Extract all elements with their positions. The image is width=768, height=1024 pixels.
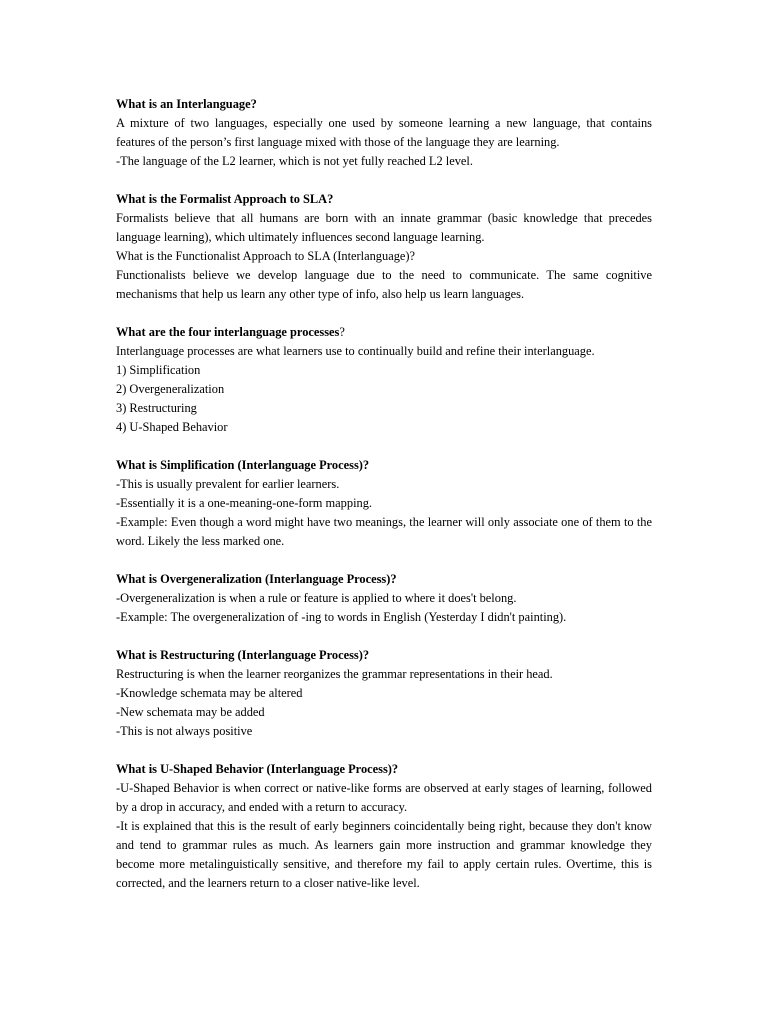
section-heading: What is Restructuring (Interlanguage Process)? bbox=[116, 648, 370, 662]
paragraph: -Example: The overgeneralization of -ing to words in English (Yesterday I didn't painting). bbox=[116, 610, 567, 624]
paragraph: Interlanguage processes are what learners use to continually build and refine their interlanguage. bbox=[116, 344, 595, 358]
list-item: 4) U-Shaped Behavior bbox=[116, 420, 228, 434]
section-four-processes bbox=[116, 323, 652, 437]
paragraph: -The language of the L2 learner, which is not yet fully reached L2 level. bbox=[116, 154, 473, 168]
section-heading-tail: ? bbox=[339, 325, 345, 339]
paragraph: A mixture of two languages, especially one used by someone learning a new language, that contains features of the person’s first language mixed with those of the language they are learning. bbox=[116, 116, 652, 149]
list-item: 3) Restructuring bbox=[116, 401, 197, 415]
section-interlanguage bbox=[116, 95, 652, 171]
section-restructuring bbox=[116, 646, 652, 741]
document-body bbox=[116, 95, 652, 912]
section-heading: What is Overgeneralization (Interlanguage Process)? bbox=[116, 572, 397, 586]
section-heading bbox=[116, 323, 652, 342]
paragraph: -U-Shaped Behavior is when correct or native-like forms are observed at early stages of learning, followed by a drop in accuracy, and ended with a return to accuracy. bbox=[116, 781, 652, 814]
section-heading: What is U-Shaped Behavior (Interlanguage Process)? bbox=[116, 762, 399, 776]
paragraph: -Example: Even though a word might have two meanings, the learner will only associate one of them to the word. Likely the less marked one. bbox=[116, 515, 652, 548]
list-item: 2) Overgeneralization bbox=[116, 382, 225, 396]
paragraph: -This is usually prevalent for earlier learners. bbox=[116, 477, 340, 491]
section-simplification bbox=[116, 456, 652, 551]
list-item: -This is not always positive bbox=[116, 724, 253, 738]
section-heading: What is Simplification (Interlanguage Process)? bbox=[116, 458, 370, 472]
list-item: 1) Simplification bbox=[116, 363, 201, 377]
section-heading: What is an Interlanguage? bbox=[116, 97, 257, 111]
subquestion: What is the Functionalist Approach to SLA (Interlanguage)? bbox=[116, 249, 416, 263]
section-u-shaped-behavior bbox=[116, 760, 652, 893]
section-heading-text: What are the four interlanguage processes bbox=[116, 325, 340, 339]
paragraph: Restructuring is when the learner reorganizes the grammar representations in their head. bbox=[116, 667, 553, 681]
paragraph: Functionalists believe we develop language due to the need to communicate. The same cognitive mechanisms that help us learn any other type of info, also help us learn languages. bbox=[116, 268, 652, 301]
section-overgeneralization bbox=[116, 570, 652, 627]
list-item: -New schemata may be added bbox=[116, 705, 265, 719]
paragraph: -Essentially it is a one-meaning-one-form mapping. bbox=[116, 496, 373, 510]
paragraph: -It is explained that this is the result of early beginners coincidentally being right, because they don't know and tend to grammar rules as much. As learners gain more instruction and grammar knowledge they become more metalinguistically sensitive, and therefore my fail to apply certain rules. Overtime, this is corrected, and the learners return to a closer native-like level. bbox=[116, 819, 652, 890]
section-formalist-approach bbox=[116, 190, 652, 304]
paragraph: -Overgeneralization is when a rule or feature is applied to where it does't belong. bbox=[116, 591, 517, 605]
paragraph: Formalists believe that all humans are born with an innate grammar (basic knowledge that precedes language learning), which ultimately influences second language learning. bbox=[116, 211, 652, 244]
list-item: -Knowledge schemata may be altered bbox=[116, 686, 303, 700]
section-heading: What is the Formalist Approach to SLA? bbox=[116, 192, 334, 206]
